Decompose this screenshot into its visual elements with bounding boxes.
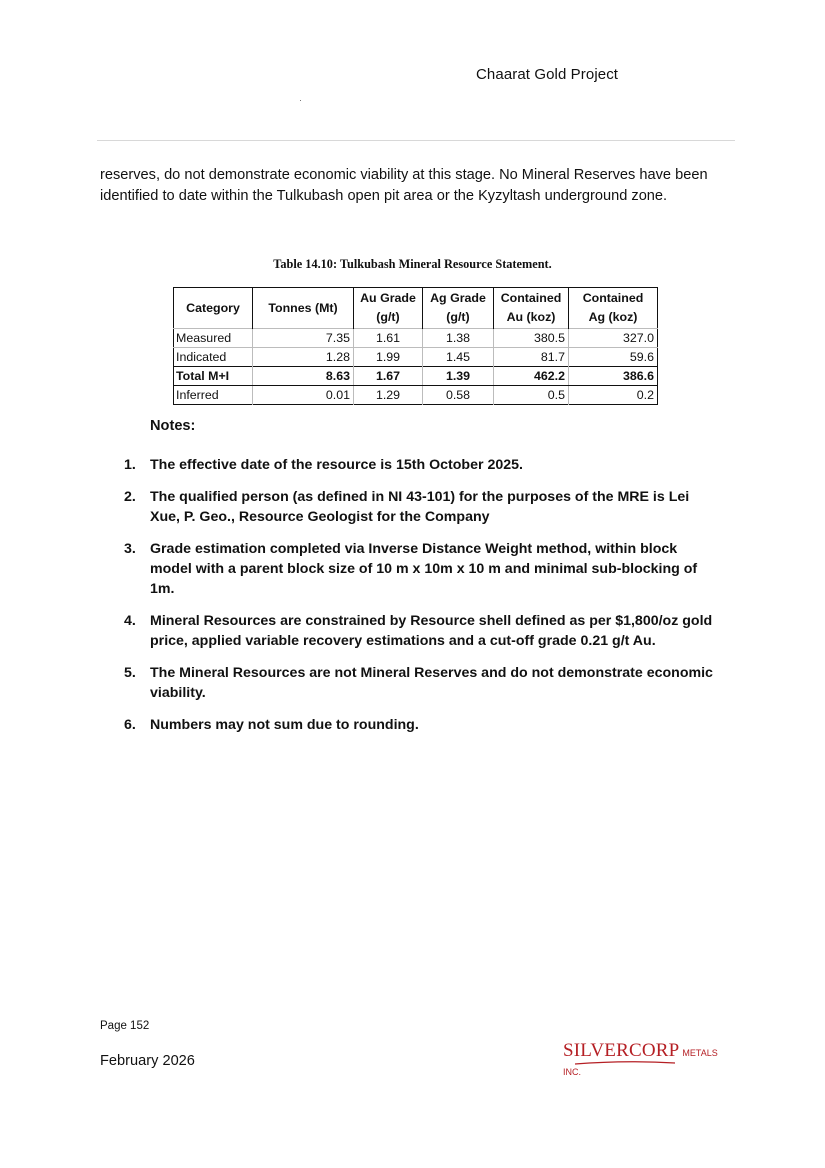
cell-tonnes: 0.01 — [253, 386, 354, 405]
header-contained-ag-line2: Ag (koz) — [588, 310, 638, 324]
cell-contained-ag: 386.6 — [569, 367, 658, 386]
cell-tonnes: 1.28 — [253, 348, 354, 367]
table-caption: Table 14.10: Tulkubash Mineral Resource Statement. — [273, 257, 552, 271]
note-text: Mineral Resources are constrained by Resource shell defined as per $1,800/oz gold price, applied variable recovery estimations and a cut-off grade 0.21 g/t Au. — [150, 613, 713, 649]
cell-category: Inferred — [174, 386, 253, 405]
cell-au-grade: 1.29 — [354, 386, 423, 405]
cell-ag-grade: 1.38 — [423, 329, 494, 348]
header-contained-au-line1: Contained — [500, 291, 562, 305]
header-contained-ag — [569, 288, 658, 329]
cell-category: Measured — [174, 329, 253, 348]
note-text: Numbers may not sum due to rounding. — [150, 717, 419, 733]
cell-contained-ag: 0.2 — [569, 386, 658, 405]
table-row — [174, 348, 658, 367]
note-text: The effective date of the resource is 15th October 2025. — [150, 457, 523, 473]
cell-au-grade: 1.99 — [354, 348, 423, 367]
note-number: 6. — [124, 717, 136, 733]
silvercorp-logo — [563, 1040, 723, 1077]
cell-contained-ag: 327.0 — [569, 329, 658, 348]
notes-heading: Notes: — [150, 418, 196, 434]
cell-contained-au: 380.5 — [494, 329, 569, 348]
table-row-total — [174, 367, 658, 386]
cell-contained-au: 0.5 — [494, 386, 569, 405]
note-item — [100, 611, 720, 651]
header-contained-au — [494, 288, 569, 329]
cell-category: Total M+I — [174, 367, 253, 386]
note-item — [100, 539, 720, 599]
header-title: Chaarat Gold Project — [476, 66, 619, 83]
cell-contained-ag: 59.6 — [569, 348, 658, 367]
note-item — [100, 663, 720, 703]
cell-au-grade: 1.61 — [354, 329, 423, 348]
header-category — [174, 288, 253, 329]
header-contained-ag-line1: Contained — [582, 291, 644, 305]
logo-suffix: METALS INC. — [563, 1048, 718, 1077]
note-item — [100, 455, 720, 475]
note-item — [100, 715, 720, 735]
table-header-row — [174, 288, 658, 329]
note-item — [100, 487, 720, 527]
cell-tonnes: 7.35 — [253, 329, 354, 348]
header-mark — [300, 100, 301, 101]
cell-tonnes: 8.63 — [253, 367, 354, 386]
cell-ag-grade: 1.39 — [423, 367, 494, 386]
table-row — [174, 329, 658, 348]
note-number: 4. — [124, 613, 136, 629]
intro-paragraph: reserves, do not demonstrate economic viability at this stage. No Mineral Reserves have been identified to date within the Tulkubash open pit area or the Kyzyltash underground zone. — [100, 167, 708, 204]
cell-contained-au: 462.2 — [494, 367, 569, 386]
note-text: The Mineral Resources are not Mineral Reserves and do not demonstrate economic viability. — [150, 665, 713, 701]
logo-swoosh-icon — [575, 1060, 675, 1066]
header-ag-grade-line1: Ag Grade — [430, 291, 486, 305]
note-number: 3. — [124, 541, 136, 557]
table-row — [174, 386, 658, 405]
note-number: 5. — [124, 665, 136, 681]
cell-au-grade: 1.67 — [354, 367, 423, 386]
notes-list — [100, 455, 720, 747]
header-ag-grade-line2: (g/t) — [446, 310, 470, 324]
resource-table — [173, 287, 658, 405]
logo-brand: SILVERCORP — [563, 1040, 680, 1061]
header-ag-grade — [423, 288, 494, 329]
header-au-grade-line2: (g/t) — [376, 310, 400, 324]
note-text: The qualified person (as defined in NI 43-101) for the purposes of the MRE is Lei Xue, P. Geo., Resource Geologist for the Company — [150, 489, 690, 525]
note-text: Grade estimation completed via Inverse Distance Weight method, within block model with a parent block size of 10 m x 10m x 10 m and minimal sub-blocking of 1m. — [150, 541, 698, 597]
header-au-grade — [354, 288, 423, 329]
header-au-grade-line1: Au Grade — [360, 291, 416, 305]
header-tonnes — [253, 288, 354, 329]
header-tonnes-label: Tonnes (Mt) — [268, 300, 338, 315]
cell-ag-grade: 0.58 — [423, 386, 494, 405]
cell-contained-au: 81.7 — [494, 348, 569, 367]
header-divider — [97, 140, 735, 141]
footer-date: February 2026 — [100, 1053, 195, 1069]
header-category-label: Category — [186, 300, 240, 315]
header-contained-au-line2: Au (koz) — [506, 310, 556, 324]
note-number: 2. — [124, 489, 136, 505]
cell-ag-grade: 1.45 — [423, 348, 494, 367]
cell-category: Indicated — [174, 348, 253, 367]
page-number: Page 152 — [100, 1020, 150, 1032]
note-number: 1. — [124, 457, 136, 473]
